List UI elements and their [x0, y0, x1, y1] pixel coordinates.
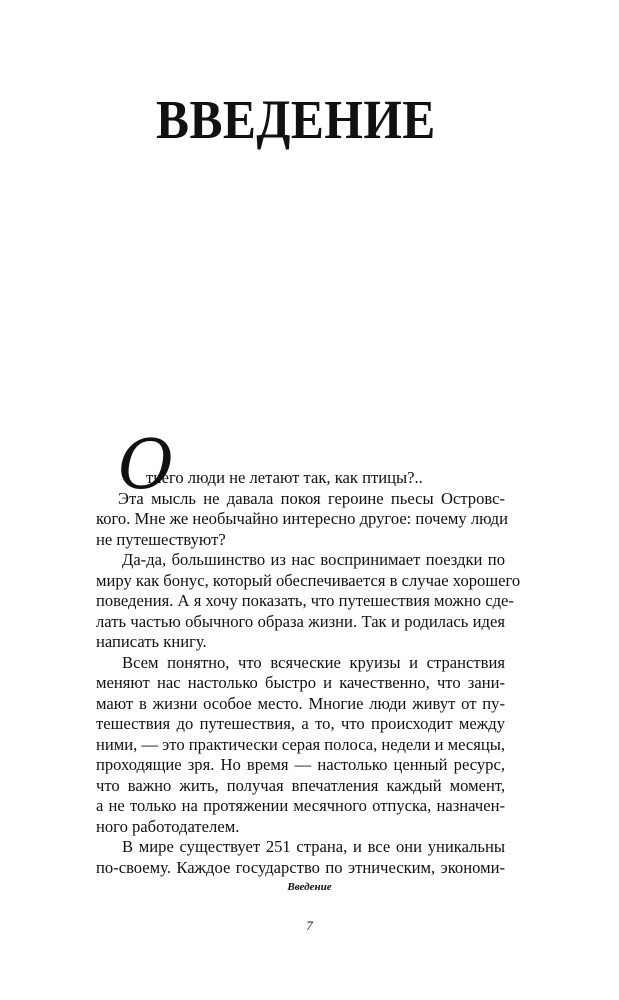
- text-line: В мире существует 251 страна, и все они уникальны: [122, 837, 505, 856]
- text-line: миру как бонус, который обеспечивается в случае хорошего: [96, 570, 521, 590]
- text-line: что важно жить, получая впечатления каждый момент,: [96, 775, 505, 795]
- text-line: тчего люди не летают так, как птицы?..: [146, 468, 423, 487]
- text-line: ного работодателем.: [96, 816, 240, 836]
- text-line: поведения. А я хочу показать, что путешествия можно сде-: [96, 591, 514, 610]
- page-number: 7: [306, 918, 313, 933]
- text-line: Эта мысль не давала покоя героине пьесы Островс-: [118, 488, 505, 508]
- text-line: не путешествуют?: [96, 529, 226, 549]
- text-line: по-своему. Каждое государство по этническим, экономи-: [96, 857, 505, 877]
- text-line: меняют нас настолько быстро и качественно, что зани-: [96, 673, 505, 692]
- body-text: [96, 426, 521, 878]
- text-line: проходящие зря. Но время — настолько ценный ресурс,: [96, 755, 505, 774]
- running-footer: Введение: [287, 881, 332, 893]
- first-line: [118, 468, 505, 489]
- text-line: лать частью обычного образа жизни. Так и родилась идея: [96, 611, 505, 631]
- text-line: ними, — это практически серая полоса, недели и месяцы,: [96, 734, 506, 754]
- text-line: кого. Мне же необычайно интересно другое: почему люди: [96, 509, 508, 528]
- text-line: мают в жизни особое место. Многие люди живут от пу-: [96, 693, 505, 713]
- text-line: а не только на протяжении месячного отпуска, назначен-: [96, 796, 505, 815]
- text-line: Всем понятно, что всяческие круизы и странствия: [122, 652, 505, 672]
- chapter-title: ВВЕДЕНИЕ: [156, 89, 436, 150]
- text-line: тешествия до путешествия, а то, что происходит между: [96, 714, 505, 733]
- text-line: написать книгу.: [96, 632, 207, 651]
- drop-cap: О: [118, 426, 174, 505]
- text-line: Да-да, большинство из нас воспринимает поездки по: [122, 550, 505, 569]
